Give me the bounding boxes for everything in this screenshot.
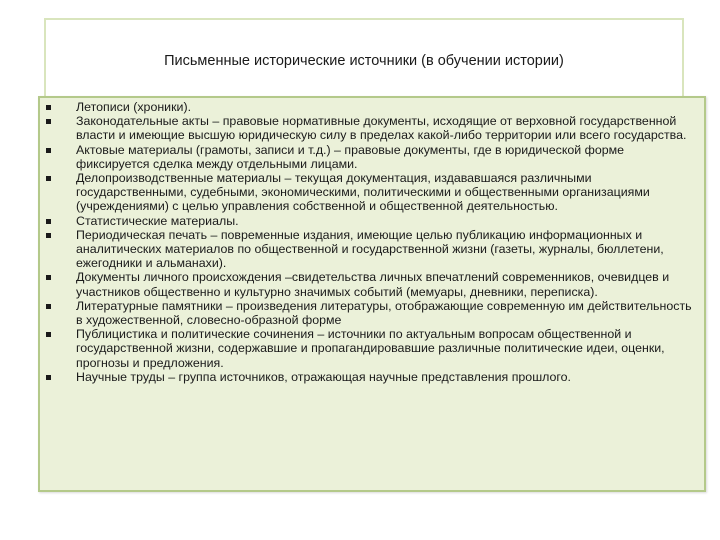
list-item-text: Законодательные акты – правовые нормативные документы, исходящие от верховной государственной власти и имеющие высшую юридическую силу в пределах какой-либо территории или всего государства. (76, 114, 687, 143)
square-bullet-icon (46, 332, 51, 337)
list-item (40, 270, 704, 298)
square-bullet-icon (46, 119, 51, 124)
list-item (40, 327, 704, 370)
slide-title: Письменные исторические источники (в обучении истории) (164, 53, 564, 69)
list-item (40, 214, 704, 228)
list-item-text: Научные труды – группа источников, отражающая научные представления прошлого. (76, 369, 571, 384)
content-box (38, 96, 706, 492)
square-bullet-icon (46, 105, 51, 110)
square-bullet-icon (46, 233, 51, 238)
list-item-text: Документы личного происхождения –свидетельства личных впечатлений современников, очевидцев и участников общественно и культурно значимых событий (мемуары, дневники, переписка). (76, 270, 670, 299)
source-list (40, 100, 704, 384)
list-item-text: Летописи (хроники). (76, 100, 192, 114)
list-item (40, 143, 704, 171)
list-item-text: Литературные памятники – произведения литературы, отображающие современную им действительность в художественной, словесно-образной форме (76, 298, 692, 328)
list-item-text: Статистические материалы. (76, 213, 239, 228)
square-bullet-icon (46, 219, 51, 224)
list-item-text: Актовые материалы (грамоты, записи и т.д.) – правовые документы, где в юридической форме фиксируется сделка между отдельными лицами. (76, 142, 625, 171)
square-bullet-icon (46, 148, 51, 153)
title-box (44, 18, 684, 96)
list-item (40, 100, 704, 114)
list-item-text: Периодическая печать – повременные издания, имеющие целью публикацию информационных и аналитических материалов по общественной и государственной жизни (газеты, журналы, бюллетени, ежегодники и альманахи). (76, 227, 664, 271)
list-item (40, 114, 704, 142)
square-bullet-icon (46, 176, 51, 181)
list-item (40, 171, 704, 214)
square-bullet-icon (46, 375, 51, 380)
list-item-text: Публицистика и политические сочинения – источники по актуальным вопросам общественной и государственной жизни, содержавшие и пропагандировавшие различные политические идеи, оценки, прогнозы и предложения. (76, 327, 665, 370)
list-item-text: Делопроизводственные материалы – текущая документация, издававшаяся различными государственными, судебными, экономическими, политическими и общественными организациями (учреждениями) с целью управления собственной и общественной деятельностью. (76, 171, 650, 214)
list-item (40, 299, 704, 327)
list-item (40, 370, 704, 384)
list-item (40, 228, 704, 271)
square-bullet-icon (46, 304, 51, 309)
square-bullet-icon (46, 275, 51, 280)
